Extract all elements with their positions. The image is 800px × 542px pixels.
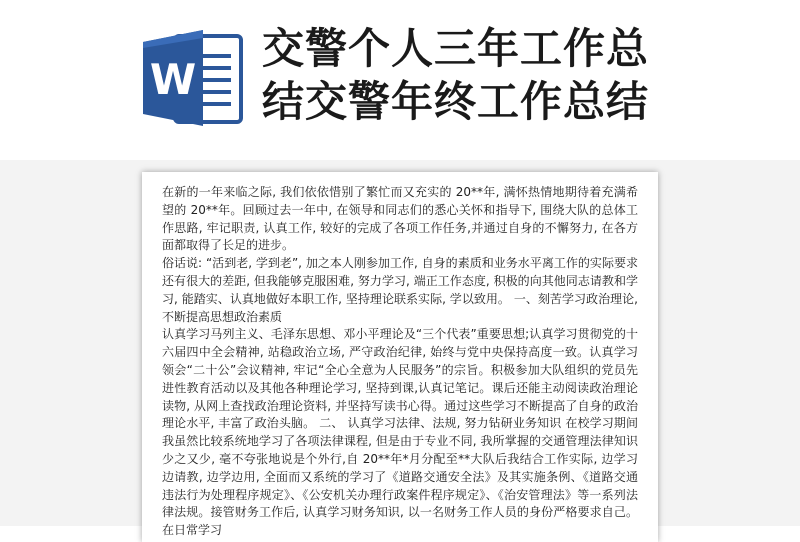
paragraph-1: 在新的一年来临之际, 我们依依惜别了繁忙而又充实的 20**年, 满怀热情地期待着充满希望的 20**年。回顾过去一年中, 在领导和同志们的悉心关怀和指导下, 围绕大队的总体工作思路, 牢记职责, 认真工作, 较好的完成了各项工作任务,并通过自身的不懈努力, 在各方面都取得了长足的进步。 [162, 185, 638, 253]
word-letter: W [149, 55, 197, 104]
document-body [142, 172, 658, 540]
title-line-2: 结交警年终工作总结 [262, 77, 650, 126]
title-line-1: 交警个人三年工作总 [262, 24, 650, 73]
header [0, 0, 800, 160]
paragraph-3: 认真学习马列主义、毛泽东思想、邓小平理论及“三个代表”重要思想;认真学习贯彻党的十六届四中全会精神, 站稳政治立场, 严守政治纪律, 始终与党中央保持高度一致。认真学习领会“二十公”会议精神, 牢记“全心全意为人民服务”的宗旨。积极参加大队组织的党员先进性教育活动以及其他各种理论学习, 坚持到课,认真记笔记。课后还能主动阅读政治理论读物, 从网上查找政治理论资料, 并坚持写读书心得。通过这些学习不断提高了自身的政治理论水平, 丰富了政治头脑。 二、 认真学习法律、法规, 努力钻研业务知识 在校学习期间我虽然比较系统地学习了各项法律课程, 但是由于专业不同, 我所掌握的交通管理法律知识少之又少, 毫不夸张地说是个外行,自 20**年*月分配至**大队后我结合工作实际, 边学习边请教, 边学边用, 全面而又系统的学习了《道路交通安全法》及其实施条例、《道路交通违法行为处理程序规定》、《公安机关办理行政案件程序规定》、《治安管理法》等一系列法律法规。接管财务工作后, 认真学习财务知识, 以一名财务工作人员的身份严格要求自己。在日常学习 [162, 327, 638, 538]
document-page [142, 172, 658, 542]
document-title [262, 22, 782, 128]
word-document-icon [137, 22, 249, 134]
paragraph-2: 俗话说: “活到老, 学到老”, 加之本人刚参加工作, 自身的素质和业务水平离工作的实际要求还有很大的差距, 但我能够克服困难, 努力学习, 端正工作态度, 积极的向其他同志请教和学习, 能踏实、认真地做好本职工作, 坚持理论联系实际, 学以致用。 一、刻苦学习政治理论, 不断提高思想政治素质 [162, 256, 638, 324]
